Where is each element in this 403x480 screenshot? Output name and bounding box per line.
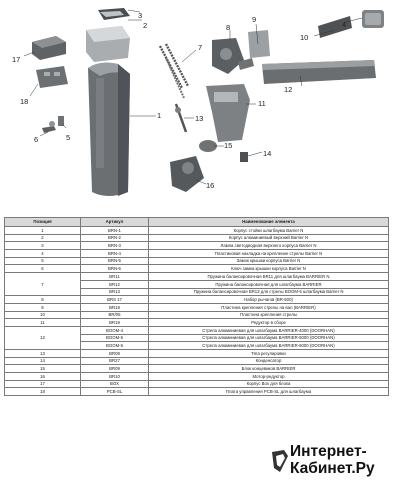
cell-sku: BOOM-4 <box>81 326 149 334</box>
watermark-line-2: Кабинет.Ру <box>290 460 375 477</box>
cell-sku: BR13 <box>81 288 149 296</box>
callout-11: 11 <box>258 99 266 108</box>
part-control-board <box>36 66 68 88</box>
table-row <box>5 365 389 373</box>
cell-name: Пластина крепления стрелы на вал (BARRIER) <box>149 303 389 311</box>
part-top-housing <box>86 26 130 62</box>
cell-position: 2 <box>5 234 81 242</box>
header-sku: Артикул <box>81 218 149 227</box>
cell-sku: PCB-SL <box>81 388 149 396</box>
header-position: Позиция <box>5 218 81 227</box>
cell-position: 17 <box>5 380 81 388</box>
cell-name: Лампа светодиодная верхнего корпуса Barrier N <box>149 242 389 250</box>
cell-position: 5 <box>5 257 81 265</box>
cell-position: 1 <box>5 227 81 235</box>
cell-sku: BR08 <box>81 350 149 358</box>
callout-14: 14 <box>263 149 272 158</box>
callout-4: 4 <box>342 20 347 29</box>
callout-15: 15 <box>224 141 233 150</box>
cell-sku: BRN-2 <box>81 234 149 242</box>
cell-sku: BOOM-5 <box>81 334 149 342</box>
cell-sku: BOOM-6 <box>81 342 149 350</box>
part-boom-cover <box>362 10 384 28</box>
cell-position: 3 <box>5 242 81 250</box>
cell-position: 7 <box>5 273 81 296</box>
table-row <box>5 388 389 396</box>
cell-name: Набор рычагов (BR-500) <box>149 296 389 304</box>
cell-sku: BRN-6 <box>81 265 149 273</box>
callout-18: 18 <box>20 97 29 106</box>
cell-position: 13 <box>5 350 81 358</box>
part-shaft-plate <box>248 30 270 58</box>
table-row <box>5 296 389 304</box>
cell-position: 16 <box>5 373 81 381</box>
cell-name: Замок крышки корпуса Barrier N <box>149 257 389 265</box>
cell-name: Корпус алюминиевый верхний Barrier N <box>149 234 389 242</box>
cell-sku: BRS 17 <box>81 296 149 304</box>
cell-sku: BR12 <box>81 280 149 288</box>
cell-name: Тяга регулировки <box>149 350 389 358</box>
cell-name: Ключ замка крышки корпуса Barrier N <box>149 265 389 273</box>
cell-position: 12 <box>5 326 81 349</box>
table-row <box>5 273 389 281</box>
table-row <box>5 373 389 381</box>
table-row <box>5 234 389 242</box>
cell-position: 4 <box>5 250 81 258</box>
part-motor <box>170 156 204 192</box>
table-header-row <box>5 218 389 227</box>
part-boom <box>262 60 376 84</box>
table-row <box>5 227 389 235</box>
callout-1: 1 <box>157 111 162 120</box>
cell-name: Пружина балансировочная BR13 для стрелы BOOM-5 шлагбаума Barrier N <box>149 288 389 296</box>
cell-name: Стрела алюминиевая для шлагбаума BARRIER-5000 (DOORHAN) <box>149 334 389 342</box>
cell-sku: BR10 <box>81 373 149 381</box>
cell-name: Пластиковая накладка на крепление стрелы Barrier N <box>149 250 389 258</box>
parts-diagram <box>0 0 403 210</box>
table-row <box>5 250 389 258</box>
header-name: Наименование элемента <box>149 218 389 227</box>
cell-sku: BOX <box>81 380 149 388</box>
table-row <box>5 265 389 273</box>
cell-name: Стрела алюминиевая для шлагбаума BARRIER-4000 (DOORHAN) <box>149 326 389 334</box>
callout-7: 7 <box>198 43 203 52</box>
cell-position: 6 <box>5 265 81 273</box>
cell-sku: BR19 <box>81 319 149 327</box>
cell-sku: BR09 <box>81 365 149 373</box>
cell-sku: BRN-3 <box>81 242 149 250</box>
callout-12: 12 <box>284 85 293 94</box>
watermark-logo-icon <box>270 448 290 474</box>
part-lamp <box>98 8 130 20</box>
cell-position: 9 <box>5 303 81 311</box>
table-row <box>5 311 389 319</box>
part-post-body <box>88 63 130 196</box>
callout-6: 6 <box>34 135 39 144</box>
cell-sku: BRN-4 <box>81 250 149 258</box>
cell-sku: BRN-1 <box>81 227 149 235</box>
part-lock-key <box>42 116 64 133</box>
cell-position: 10 <box>5 311 81 319</box>
cell-name: Конденсатор <box>149 357 389 365</box>
cell-name: Пружина балансировочная BR11 для шлагбаума BARRIER N <box>149 273 389 281</box>
callout-16: 16 <box>206 181 215 190</box>
callout-17: 17 <box>12 55 21 64</box>
cell-name: Пластина крепления стрелы <box>149 311 389 319</box>
cell-position: 14 <box>5 357 81 365</box>
part-springs <box>160 44 188 98</box>
table-row <box>5 326 389 334</box>
table-row <box>5 242 389 250</box>
cell-name: Блок концевиков BARRIER <box>149 365 389 373</box>
part-gearbox <box>206 84 250 142</box>
table-row <box>5 380 389 388</box>
cell-name: Редуктор в сборе <box>149 319 389 327</box>
cell-sku: BR/05 <box>81 311 149 319</box>
parts-table <box>4 217 388 396</box>
table-row <box>5 303 389 311</box>
cell-name: Пружина балансировочная для шлагбаума BARRIER <box>149 280 389 288</box>
callout-10: 10 <box>300 33 309 42</box>
cell-position: 11 <box>5 319 81 327</box>
cell-position: 15 <box>5 365 81 373</box>
table-row <box>5 350 389 358</box>
cell-sku: BR11 <box>81 273 149 281</box>
cell-sku: BR27 <box>81 357 149 365</box>
cell-position: 8 <box>5 296 81 304</box>
cell-name: Мотор-редуктор <box>149 373 389 381</box>
callout-8: 8 <box>226 23 231 32</box>
cell-sku: BRN-5 <box>81 257 149 265</box>
callout-13: 13 <box>195 114 204 123</box>
callout-5: 5 <box>66 133 71 142</box>
callout-3: 3 <box>138 11 143 20</box>
cell-name: Корпус Box для блока <box>149 380 389 388</box>
cell-name: Плата управления PCB-SL для шлагбаума <box>149 388 389 396</box>
part-capacitor <box>240 152 248 162</box>
table-row <box>5 357 389 365</box>
part-control-box <box>32 36 66 60</box>
callout-9: 9 <box>252 15 257 24</box>
cell-position: 18 <box>5 388 81 396</box>
table-row <box>5 319 389 327</box>
cell-name: Корпус стойки шлагбаума Barrier N <box>149 227 389 235</box>
callout-2: 2 <box>143 21 148 30</box>
part-levers <box>212 38 254 74</box>
part-mount-plate <box>318 16 352 38</box>
cell-name: Стрела алюминиевая для шлагбаума BARRIER-6000 (DOORHAN) <box>149 342 389 350</box>
cell-sku: BR18 <box>81 303 149 311</box>
table-row <box>5 257 389 265</box>
watermark-line-1: Интернет- <box>290 443 367 460</box>
